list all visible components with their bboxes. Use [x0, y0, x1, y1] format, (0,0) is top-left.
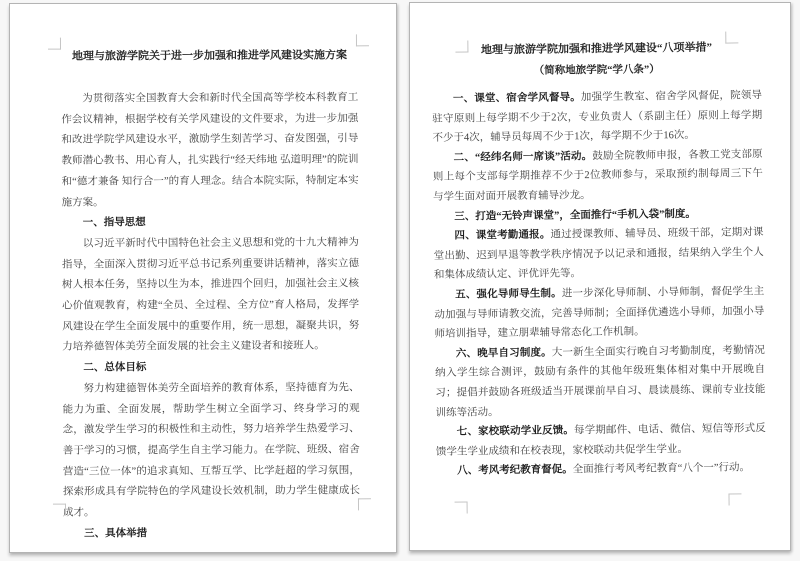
- list-item: [432, 86, 763, 149]
- page-left-title: 地理与旅游学院关于进一步加强和推进学风建设实施方案: [72, 49, 348, 63]
- item-lead: 三、打造“无铃声课堂”，全面推行“手机入袋”制度。: [454, 208, 696, 223]
- page-right-content: [407, 1, 793, 552]
- crop-mark-top-left-icon: [455, 40, 468, 52]
- list-item: [433, 223, 764, 286]
- item-text: 加强学生教室、宿舍学风督促，院领导驻守原则上每学期不少于2次，专业负责人（系副主任）原则上每学期不少于4次，辅导员每周不少于1次，每学期不少于16次。: [432, 90, 763, 145]
- list-item: [433, 145, 764, 208]
- section-heading: 一、指导思想: [82, 217, 146, 229]
- item-lead: 六、晚早自习制度。: [455, 347, 552, 360]
- crop-mark-top-right-icon: [725, 31, 738, 43]
- paragraph: 为贯彻落实全国教育大会和新时代全国高等学校本科教育工作会议精神，根据学校有关学风建设的文件要求，为进一步加强和改进学院学风建设水平，激励学生刻苦学习、奋发图强，引导教师潜心教书、用心育人，扎实践行“经天纬地 弘道明理”的院训和“德才兼备 知行合一”的育人理念。结合本院实际，特制定本实施方案。: [61, 92, 359, 209]
- page-left: [9, 3, 397, 553]
- paragraph: 以习近平新时代中国特色社会主义思想和党的十九大精神为指导，全面深入贯彻习近平总书记系列重要讲话精神，落实立德树人根本任务，坚持以生为本，推进四个回归，加强社会主义核心价值观教育，构建“全员、全过程、全方位”育人格局，发挥学风建设在学生全面发展中的重要作用，统一思想，凝聚共识，努力培养德智体美劳全面发展的社会主义建设者和接班人。: [61, 237, 360, 354]
- item-lead: 四、课堂考勤通报。: [454, 229, 551, 242]
- item-text: 全面推行考风考纪教育“八个一”行动。: [572, 462, 751, 476]
- crop-mark-bottom-right-icon: [728, 493, 741, 505]
- item-text: 每学期邮件、电话、微信、短信等形式反馈学生学业成绩和在校表现，家校联动共促学生学业。: [435, 423, 766, 458]
- item-text: 大一新生全面实行晚自习考勤制度，考勤情况纳入学生综合测评，鼓励有条件的其他年级班集体相对集中开展晚自习；提倡并鼓励各班级适当开展课前早自习、晨读晨练、课前专业技能训练等活动。: [435, 344, 766, 419]
- list-item: [436, 419, 766, 462]
- page-right-title: 地理与旅游学院加强和推进学风建设“八项举措”: [480, 41, 712, 57]
- crop-mark-top-right-icon: [356, 34, 369, 46]
- item-text: 进一步深化导师制、小导师制，督促学生主动加强与导师请教交流，完善导师制；全面择优遴选小导师，加强小导师培训指导，建立朋辈辅导常态化工作机制。: [434, 286, 765, 341]
- paragraph: 努力构建德智体美劳全面培养的教育体系，坚持德育为先、能力为重、全面发展，帮助学生树立全面学习、终身学习的观念，激发学生学习的积极性和主动性，努力培养学生热爱学习、善于学习的习惯，提高学生自主学习能力。在学院、班级、宿舍营造“三位一体”的追求真知、互帮互学、比学赶超的学习氛围，探索形成具有学院特色的学风建设长效机制，助力学生健康成长成才。: [62, 382, 360, 519]
- page-left-content: [9, 3, 397, 553]
- page-right: [409, 2, 791, 551]
- list-item: [434, 282, 765, 345]
- section-heading: 二、总体目标: [83, 362, 147, 374]
- crop-mark-bottom-left-icon: [53, 504, 66, 516]
- list-item: [435, 341, 766, 423]
- item-text: 通过授课教师、辅导员、班级干部，定期对课堂出勤、迟到早退等教学秩序情况予以记录和通报，结果纳入学生个人和集体成绩认定、评优评先等。: [433, 227, 764, 282]
- item-lead: 五、强化导师导生制。: [455, 288, 562, 301]
- item-lead: 二、“经纬名师一席谈”活动。: [453, 150, 593, 164]
- item-lead: 八、考风考纪教育督促。: [457, 464, 573, 477]
- crop-mark-top-left-icon: [48, 38, 61, 50]
- crop-mark-bottom-right-icon: [358, 498, 371, 510]
- page-right-subtitle: （简称地旅学院“学八条”）: [533, 64, 660, 77]
- item-lead: 七、家校联动学业反馈。: [456, 425, 575, 438]
- crop-mark-bottom-left-icon: [455, 502, 468, 514]
- section-heading: 三、具体举措: [84, 528, 148, 540]
- item-lead: 一、课堂、宿舍学风督导。: [452, 92, 581, 105]
- item-text: 鼓励全院教师申报，各教工党支部原则上每个支部每学期推荐不少于2位教师参与，采取预约制每周三下午与学生面对面开展教育辅导沙龙。: [432, 148, 763, 203]
- list-item: [436, 458, 766, 481]
